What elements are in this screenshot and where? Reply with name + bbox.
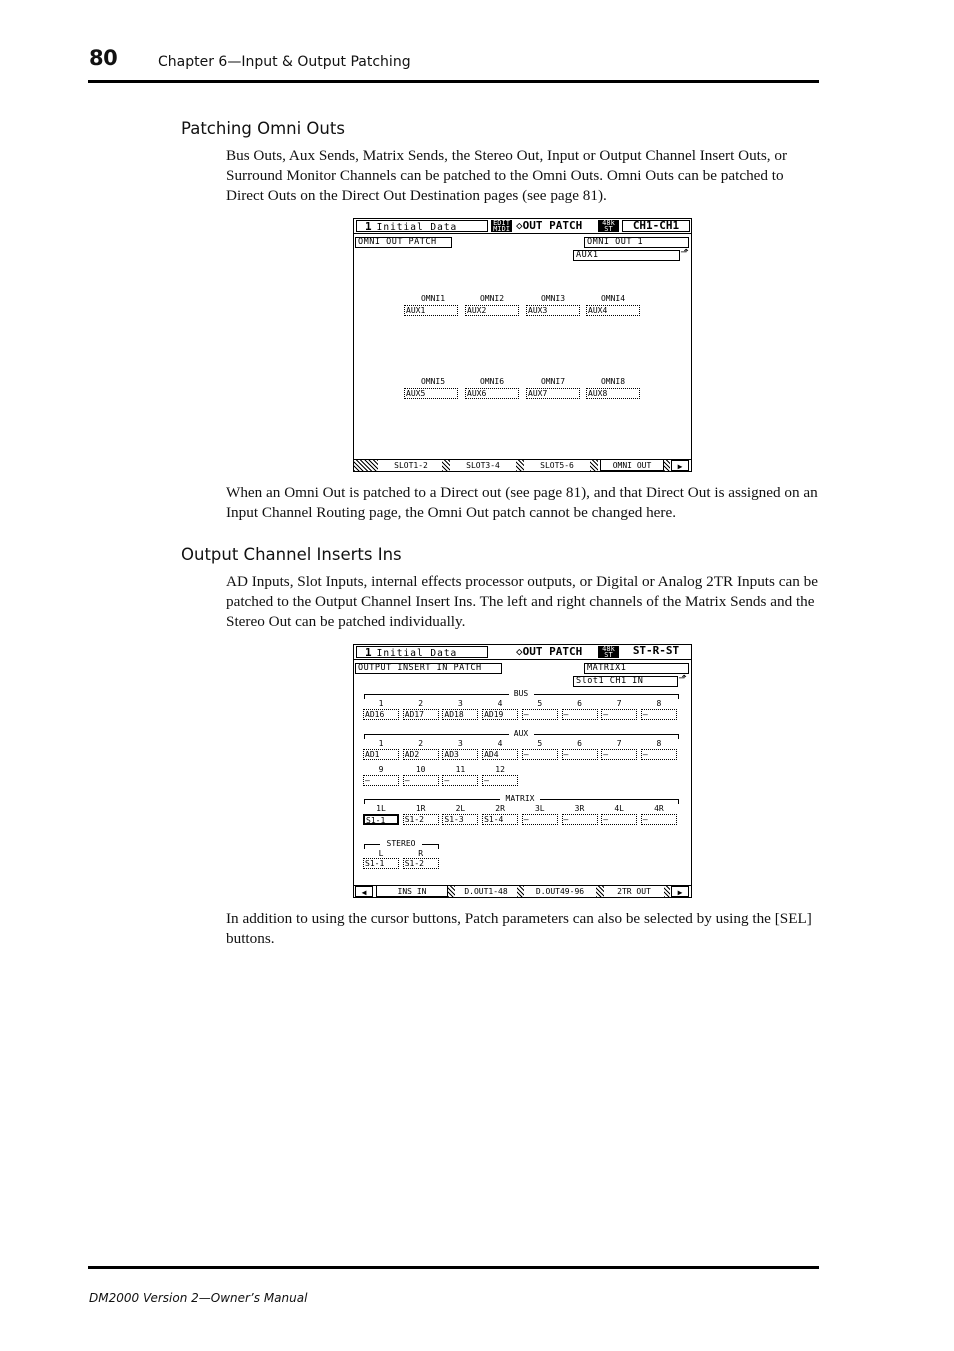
tab-d-out1-48[interactable]: D.OUT1-48	[464, 887, 508, 896]
stereo-group-label: STEREO	[386, 839, 416, 848]
tab-prev-arrow[interactable]: ◀	[355, 886, 373, 897]
bus-slot-source[interactable]: –	[562, 709, 598, 720]
aux-slot-label: 6	[577, 739, 582, 748]
edit-midi-indicator: EDIT MIDI	[491, 220, 512, 232]
sample-rate-indicator: 48k ST	[598, 646, 619, 658]
matrix-slot-label: 1R	[415, 804, 426, 813]
tab-hatch	[354, 460, 378, 471]
matrix-slot-label: 3R	[574, 804, 585, 813]
tab-omni-out[interactable]: OMNI OUT	[600, 460, 664, 471]
channel-indicator: ST-R-ST	[632, 644, 680, 657]
omni4-label: OMNI4	[600, 294, 626, 303]
aux-slot-label: 2	[418, 739, 424, 748]
omni2-label: OMNI2	[479, 294, 505, 303]
aux-slot-label: 7	[616, 739, 622, 748]
section-heading-omni-outs: Patching Omni Outs	[181, 119, 345, 138]
bus-slot-source[interactable]: AD19	[482, 709, 518, 720]
tab-hatch	[442, 460, 450, 471]
screen-page-title: ◇OUT PATCH	[516, 645, 583, 658]
tab-2tr-out[interactable]: 2TR OUT	[617, 887, 651, 896]
selected-port-label: MATRIX1	[584, 663, 689, 674]
matrix-slot-source[interactable]: S1-2	[403, 814, 439, 825]
omni6-source[interactable]: AUX6	[465, 388, 519, 399]
tab-hatch	[664, 460, 670, 471]
screen-page-title: ◇OUT PATCH	[516, 219, 583, 232]
stereo-slot-source[interactable]: S1-1	[363, 858, 399, 869]
sample-rate-indicator: 48k ST	[598, 220, 619, 232]
selected-port-label: OMNI OUT 1	[584, 237, 689, 248]
matrix-slot-label: 4R	[654, 804, 664, 813]
header-rule	[88, 80, 819, 83]
tab-next-arrow[interactable]: ▶	[671, 460, 689, 471]
bus-slot-label: 1	[378, 699, 384, 708]
screen-tab-bar	[354, 885, 691, 897]
omni7-source[interactable]: AUX7	[526, 388, 580, 399]
bus-slot-source[interactable]: AD18	[442, 709, 478, 720]
aux-slot-label: 8	[656, 739, 662, 748]
matrix-slot-label: 3L	[534, 804, 545, 813]
matrix-group-line	[364, 799, 500, 800]
aux-slot-source[interactable]: –	[562, 749, 598, 760]
bus-slot-label: 6	[577, 699, 582, 708]
matrix-slot-label: 2R	[495, 804, 505, 813]
matrix-slot-label: 2L	[455, 804, 466, 813]
aux-group-label: AUX	[513, 729, 529, 738]
bus-slot-label: 5	[537, 699, 543, 708]
bus-slot-source[interactable]: –	[641, 709, 677, 720]
screen-title-bar	[354, 219, 691, 234]
bus-slot-source[interactable]: –	[601, 709, 637, 720]
aux-slot-source[interactable]: –	[641, 749, 677, 760]
aux-slot-label: 4	[497, 739, 503, 748]
bus-slot-source[interactable]: AD17	[403, 709, 439, 720]
matrix-slot-label: 4L	[614, 804, 624, 813]
omni5-source[interactable]: AUX5	[404, 388, 458, 399]
footer-rule	[88, 1266, 819, 1269]
scene-memory: 1 Initial Data	[356, 646, 488, 658]
output-insert-in-patch-screen	[353, 644, 692, 898]
tab-hatch	[516, 460, 524, 471]
aux-slot-label: 1	[378, 739, 384, 748]
aux-slot-source[interactable]: –	[601, 749, 637, 760]
aux-slot-source[interactable]: –	[363, 775, 399, 786]
aux-group-line	[534, 734, 679, 735]
selected-source-field[interactable]: AUX1	[573, 250, 680, 261]
omni-out-patch-label: OMNI OUT PATCH	[355, 237, 452, 248]
tab-next-arrow[interactable]: ▶	[671, 886, 689, 897]
omni7-label: OMNI7	[540, 377, 566, 386]
omni-direct-out-paragraph: When an Omni Out is patched to a Direct out (see page 81), and that Direct Out is assigned on an Input Channel Routing page, the Omni Out patch cannot be changed here.	[226, 484, 818, 521]
matrix-slot-source[interactable]: S1-3	[442, 814, 478, 825]
output-inserts-paragraph: AD Inputs, Slot Inputs, internal effects processor outputs, or Digital or Analog 2TR Inputs can be patched to the Output Channel Insert Ins. The left and right channels of the Matrix Sends and the Stereo Out can be patched individually.	[226, 573, 818, 630]
omni6-label: OMNI6	[479, 377, 505, 386]
omni2-source[interactable]: AUX2	[465, 305, 519, 316]
matrix-slot-source[interactable]: S1-1	[363, 814, 399, 825]
matrix-slot-source[interactable]: –	[562, 814, 598, 825]
aux-slot-label: 5	[537, 739, 543, 748]
bus-slot-label: 2	[418, 699, 424, 708]
aux-slot-source[interactable]: AD3	[442, 749, 478, 760]
scene-memory: 1 Initial Data	[356, 220, 488, 232]
bus-group-line	[364, 694, 509, 695]
aux-slot-label: 3	[457, 739, 463, 748]
enter-arrow-icon: ⬏	[680, 247, 689, 258]
tab-slot1-2[interactable]: SLOT1-2	[394, 461, 428, 470]
omni-outs-paragraph: Bus Outs, Aux Sends, Matrix Sends, the Stereo Out, Input or Output Channel Insert Outs, or Surround Monitor Channels can be patched to the Omni Outs. Omni Outs can be patched to Direct Outs on the Direct Out Destination pages (see page 81).	[226, 147, 788, 204]
aux-slot-source[interactable]: –	[482, 775, 518, 786]
aux-slot-source[interactable]: AD1	[363, 749, 399, 760]
screen-tab-bar	[354, 459, 691, 471]
tab-ins-in[interactable]: INS IN	[376, 886, 448, 897]
stereo-slot-source[interactable]: S1-2	[403, 858, 439, 869]
matrix-slot-source[interactable]: –	[641, 814, 677, 825]
stereo-slot-label: R	[418, 849, 424, 858]
bus-slot-label: 3	[457, 699, 463, 708]
aux-slot-source[interactable]: –	[442, 775, 478, 786]
omni1-label: OMNI1	[420, 294, 446, 303]
omni8-label: OMNI8	[600, 377, 626, 386]
chapter-title: Chapter 6—Input & Output Patching	[158, 54, 411, 70]
matrix-group-line	[540, 799, 679, 800]
omni8-source[interactable]: AUX8	[586, 388, 640, 399]
selected-source-field[interactable]: Slot1 CH1 IN	[573, 676, 678, 687]
matrix-group-label: MATRIX	[505, 794, 535, 803]
omni4-source[interactable]: AUX4	[586, 305, 640, 316]
bus-slot-source[interactable]: AD16	[363, 709, 399, 720]
bus-slot-label: 4	[497, 699, 503, 708]
aux-slot-label: 10	[415, 765, 426, 774]
omni5-label: OMNI5	[420, 377, 446, 386]
bus-slot-label: 8	[656, 699, 662, 708]
aux-slot-source[interactable]: AD4	[482, 749, 518, 760]
tab-slot3-4[interactable]: SLOT3-4	[466, 461, 500, 470]
tab-hatch	[590, 460, 598, 471]
matrix-slot-source[interactable]: –	[522, 814, 558, 825]
omni3-label: OMNI3	[540, 294, 566, 303]
footer-text: DM2000 Version 2—Owner’s Manual	[89, 1291, 308, 1305]
bus-slot-source[interactable]: –	[522, 709, 558, 720]
bus-slot-label: 7	[616, 699, 622, 708]
matrix-slot-source[interactable]: S1-4	[482, 814, 518, 825]
bus-group-label: BUS	[513, 689, 529, 698]
screen-title-bar	[354, 645, 691, 660]
sel-buttons-paragraph: In addition to using the cursor buttons, Patch parameters can also be selected by using the [SEL] buttons.	[226, 910, 812, 947]
channel-indicator: CH1-CH1	[622, 220, 690, 232]
bus-group-line	[534, 694, 679, 695]
aux-group-line	[364, 734, 509, 735]
aux-slot-source[interactable]: AD2	[403, 749, 439, 760]
omni1-source[interactable]: AUX1	[404, 305, 458, 316]
omni3-source[interactable]: AUX3	[526, 305, 580, 316]
aux-slot-label: 12	[495, 765, 505, 774]
page-number: 80	[89, 46, 118, 70]
stereo-slot-label: L	[378, 849, 384, 858]
section-heading-output-inserts: Output Channel Inserts Ins	[181, 545, 402, 564]
enter-arrow-icon: ⬏	[678, 673, 687, 684]
tab-d-out49-96[interactable]: D.OUT49-96	[535, 887, 585, 896]
aux-slot-label: 9	[378, 765, 384, 774]
aux-slot-source[interactable]: –	[403, 775, 439, 786]
matrix-slot-label: 1L	[376, 804, 386, 813]
matrix-slot-source[interactable]: –	[601, 814, 637, 825]
aux-slot-label: 11	[455, 765, 466, 774]
output-insert-patch-label: OUTPUT INSERT IN PATCH	[355, 663, 502, 674]
aux-slot-source[interactable]: –	[522, 749, 558, 760]
omni-out-patch-screen	[353, 218, 692, 472]
tab-slot5-6[interactable]: SLOT5-6	[540, 461, 574, 470]
